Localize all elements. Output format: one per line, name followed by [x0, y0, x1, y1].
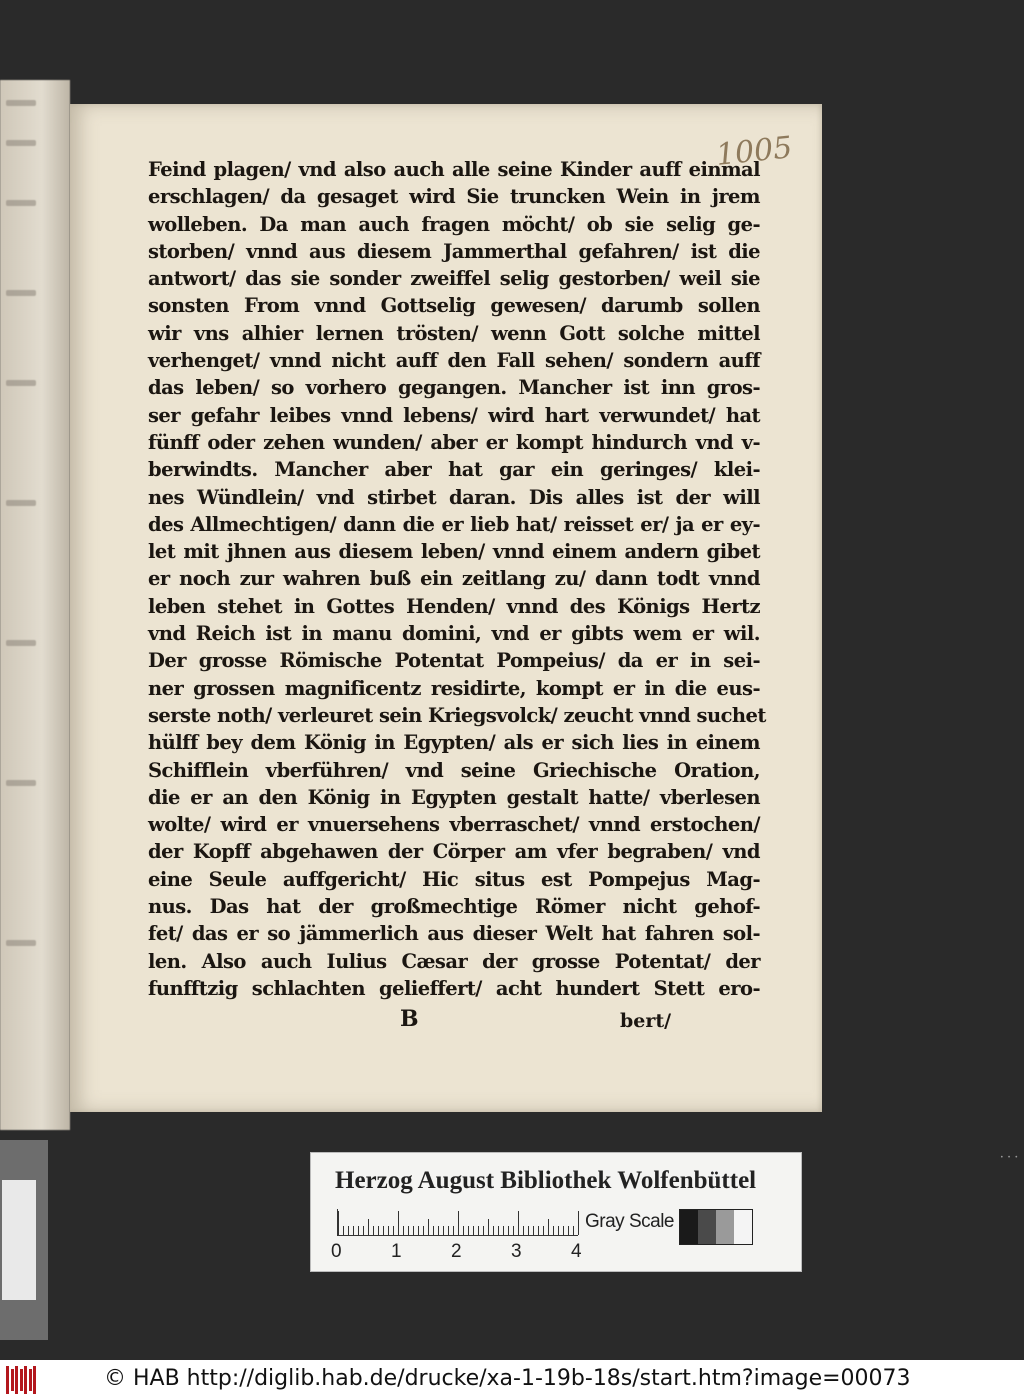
footer-copyright-link[interactable]: © HAB http://diglib.hab.de/drucke/xa-1-19b-18s/start.htm?image=00073 — [104, 1366, 911, 1391]
ruler-tick — [523, 1226, 524, 1235]
facing-page-ink — [6, 140, 36, 146]
ruler-tick — [363, 1226, 364, 1235]
catchword: bert/ — [620, 1010, 672, 1032]
document-page — [70, 104, 822, 1112]
ruler-tick — [358, 1226, 359, 1235]
text-line: der Kopff abgehawen der Cörper am vfer begraben/ vnd — [148, 840, 760, 864]
ruler-tick — [513, 1226, 514, 1235]
left-label-strip — [0, 1140, 48, 1340]
text-line: verhenget/ vnnd nicht auff den Fall sehen/ sondern auff — [148, 349, 760, 373]
ruler-tick — [418, 1226, 419, 1235]
logo-bar — [6, 1366, 9, 1394]
ruler-tick — [548, 1219, 549, 1235]
color-calibration-bar — [310, 1152, 802, 1272]
gray-swatch — [716, 1210, 734, 1244]
text-line: ner grossen magnificentz residirte, kompt er in die eus- — [148, 676, 760, 700]
text-line: serste noth/ verleuret sein Kriegsvolck/ zeucht vnnd suchet — [148, 703, 766, 727]
facing-page-ink — [6, 500, 36, 506]
text-line: sonsten From vnnd Gottselig gewesen/ darumb sollen — [148, 294, 760, 318]
ruler-tick — [503, 1226, 504, 1235]
ruler-tick — [468, 1226, 469, 1235]
ruler-tick — [373, 1226, 374, 1235]
gray-swatch — [698, 1210, 716, 1244]
ruler-tick — [368, 1219, 369, 1235]
ruler-tick — [353, 1226, 354, 1235]
measurement-ruler — [337, 1209, 578, 1236]
facing-page-ink — [6, 290, 36, 296]
text-line: leben stehet in Gottes Henden/ vnnd des Königs Hertz — [148, 594, 760, 618]
ruler-tick — [493, 1226, 494, 1235]
text-line: antwort/ das sie sonder zweiffel selig gestorben/ weil sie — [148, 267, 760, 291]
text-line: eine Seule auffgericht/ Hic situs est Pompejus Mag- — [148, 867, 760, 891]
logo-bar — [15, 1366, 18, 1394]
library-title: Herzog August Bibliothek Wolfenbüttel — [335, 1167, 757, 1194]
ruler-tick — [563, 1226, 564, 1235]
ruler-tick — [458, 1211, 459, 1235]
facing-page-ink — [6, 200, 36, 206]
ruler-tick — [508, 1226, 509, 1235]
ruler-tick — [393, 1226, 394, 1235]
text-line: nus. Das hat der großmechtige Römer nicht gehof- — [148, 895, 760, 919]
ruler-tick — [403, 1226, 404, 1235]
ruler-tick — [423, 1226, 424, 1235]
left-label-tag — [2, 1180, 36, 1300]
ruler-tick — [448, 1226, 449, 1235]
ruler-tick — [528, 1226, 529, 1235]
ruler-tick — [443, 1226, 444, 1235]
ruler-number: 4 — [571, 1241, 582, 1262]
text-line: fünff oder zehen wunden/ aber er kompt hindurch vnd v- — [148, 430, 760, 454]
text-line: hülff bey dem König in Egypten/ als er sich lies in einem — [148, 731, 760, 755]
footer-bar — [0, 1360, 1024, 1400]
logo-bar — [20, 1369, 23, 1391]
ruler-tick — [573, 1226, 574, 1235]
gray-swatch — [734, 1210, 752, 1244]
folio-number: 1005 — [714, 130, 794, 173]
text-line: ser gefahr leibes vnnd lebens/ wird hart verwundet/ hat — [148, 403, 760, 427]
gray-scale-swatches — [679, 1209, 753, 1245]
ruler-tick — [488, 1219, 489, 1235]
ruler-tick — [538, 1226, 539, 1235]
text-line: let mit jhnen aus diesem leben/ vnnd einem andern gibet — [148, 540, 760, 564]
ruler-tick — [568, 1226, 569, 1235]
ruler-tick — [398, 1211, 399, 1235]
facing-page-ink — [6, 940, 36, 946]
ruler-tick — [543, 1226, 544, 1235]
ruler-tick — [578, 1211, 579, 1235]
text-line: wolte/ wird er vnuersehens vberraschet/ vnnd erstochen/ — [148, 813, 760, 837]
ruler-tick — [453, 1226, 454, 1235]
ruler-tick — [343, 1226, 344, 1235]
text-line: er noch zur wahren buß ein zeitlang zu/ dann todt vnnd — [148, 567, 760, 591]
ruler-tick — [473, 1226, 474, 1235]
ruler-tick — [348, 1226, 349, 1235]
ruler-tick — [338, 1211, 339, 1235]
text-line: das leben/ so vorhero gegangen. Mancher ist inn gros- — [148, 376, 760, 400]
ruler-tick — [558, 1226, 559, 1235]
ruler-tick — [518, 1211, 519, 1235]
ruler-tick — [553, 1226, 554, 1235]
ruler-tick — [433, 1226, 434, 1235]
ruler-number: 1 — [391, 1241, 402, 1262]
ruler-tick — [483, 1226, 484, 1235]
facing-page-ink — [6, 100, 36, 106]
facing-page-ink — [6, 780, 36, 786]
text-line: Schifflein vberführen/ vnd seine Griechische Oration, — [148, 758, 760, 782]
ruler-tick — [533, 1226, 534, 1235]
logo-bar — [29, 1369, 32, 1391]
ruler-number: 0 — [331, 1241, 342, 1262]
ruler-number: 3 — [511, 1241, 522, 1262]
ruler-tick — [383, 1226, 384, 1235]
text-line: vnd Reich ist in manu domini, vnd er gibts wem er wil. — [148, 622, 760, 646]
ruler-tick — [438, 1226, 439, 1235]
ruler-tick — [413, 1226, 414, 1235]
facing-page-ink — [6, 380, 36, 386]
ruler-tick — [428, 1219, 429, 1235]
ruler-tick — [498, 1226, 499, 1235]
ruler-tick — [388, 1226, 389, 1235]
text-line: erschlagen/ da gesaget wird Sie truncken Wein in jrem — [148, 185, 760, 209]
text-line: wolleben. Da man auch fragen möcht/ ob sie selig ge- — [148, 212, 760, 236]
corner-marks: • • • — [1000, 1154, 1019, 1161]
signature-mark: B — [400, 1006, 419, 1032]
ruler-tick — [408, 1226, 409, 1235]
text-block — [148, 156, 766, 1002]
text-line: wir vns alhier lernen trösten/ wenn Gott solche mittel — [148, 321, 760, 345]
text-line: berwindts. Mancher aber hat gar ein geringes/ klei- — [148, 458, 760, 482]
ruler-tick — [378, 1226, 379, 1235]
text-line: die er an den König in Egypten gestalt hatte/ vberlesen — [148, 785, 760, 809]
ruler-number: 2 — [451, 1241, 462, 1262]
hab-logo-icon — [6, 1366, 38, 1394]
text-line: Feind plagen/ vnd also auch alle seine Kinder auff einmal — [148, 158, 760, 181]
text-line: storben/ vnnd aus diesem Jammerthal gefahren/ ist die — [148, 239, 760, 263]
ruler-numbers — [331, 1241, 591, 1265]
facing-page-edge — [0, 80, 70, 1130]
logo-bar — [24, 1366, 27, 1394]
text-line: des Allmechtigen/ dann die er lieb hat/ reisset er/ ja er ey- — [148, 512, 760, 536]
text-line: Der grosse Römische Potentat Pompeius/ da er in sei- — [148, 649, 760, 673]
logo-bar — [33, 1366, 36, 1394]
ruler-tick — [478, 1226, 479, 1235]
facing-page-ink — [6, 640, 36, 646]
text-line: len. Also auch Iulius Cæsar der grosse Potentat/ der — [148, 949, 760, 973]
gray-scale-label: Gray Scale — [585, 1211, 674, 1232]
gray-swatch — [680, 1210, 698, 1244]
text-line: fet/ das er so jämmerlich aus dieser Welt hat fahren sol- — [148, 922, 760, 946]
text-line: nes Wündlein/ vnd stirbet daran. Dis alles ist der will — [148, 485, 760, 509]
logo-bar — [11, 1369, 14, 1391]
ruler-tick — [463, 1226, 464, 1235]
text-line: funfftzig schlachten gelieffert/ acht hundert Stett ero- — [148, 976, 760, 1000]
